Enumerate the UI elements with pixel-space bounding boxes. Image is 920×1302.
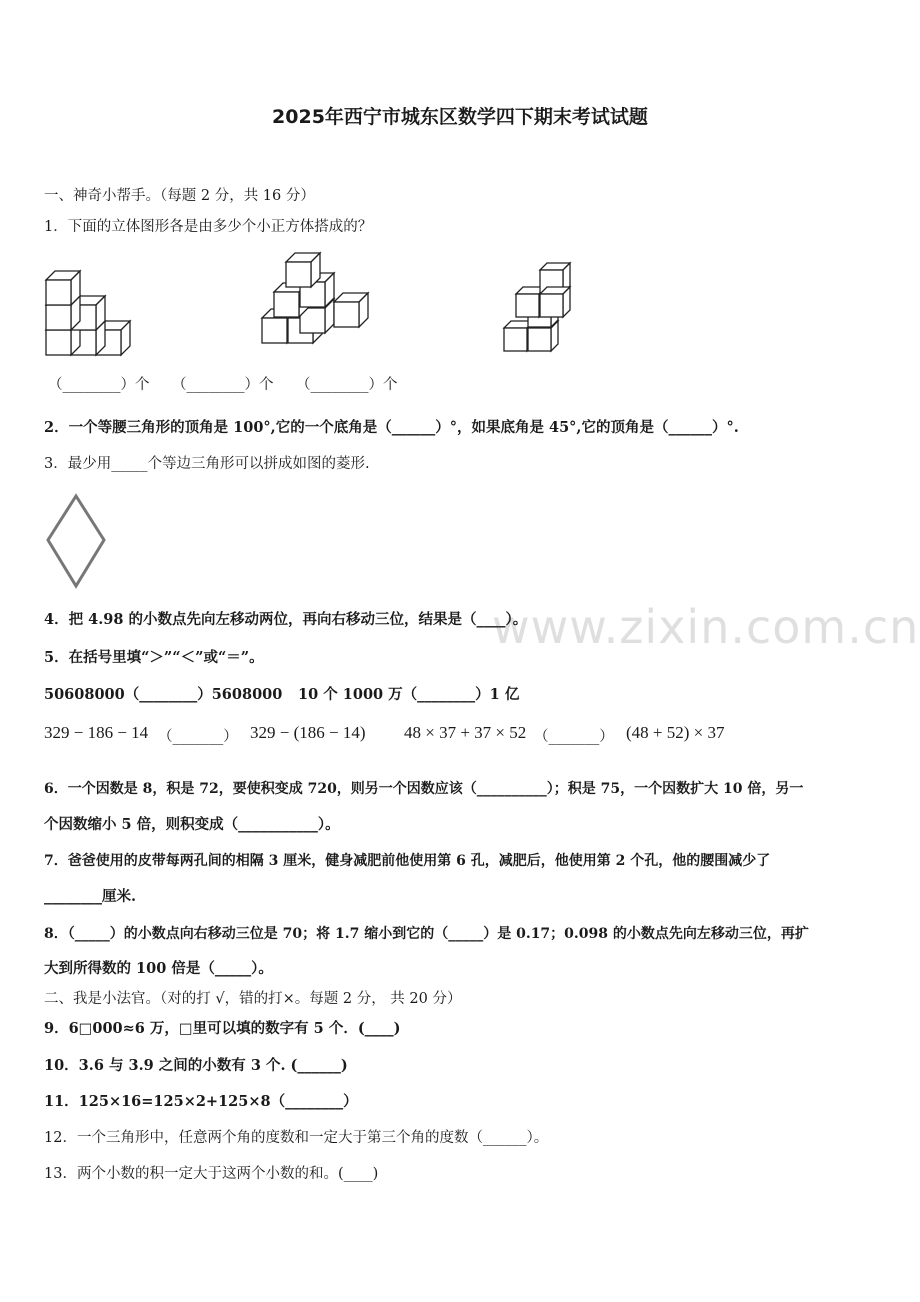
question-6-line-1: 6．一个因数是 8，积是 72，要使积变成 720，则另一个因数应该（__________）；积是 75，一个因数扩大 10 倍，另一 [44, 781, 804, 797]
question-2: 2．一个等腰三角形的顶角是 100°,它的一个底角是（______）°，如果底角是 45°,它的顶角是（______）°. [44, 419, 739, 436]
question-9: 9．6□000≈6 万，□里可以填的数字有 5 个．(____) [44, 1020, 401, 1037]
q5-compare-2: 10 个 1000 万（________）1 亿 [298, 686, 520, 703]
section-2-heading: 二、我是小法官。（对的打 √，错的打×。每题 2 分， 共 20 分） [44, 991, 462, 1007]
question-3: 3．最少用_____个等边三角形可以拼成如图的菱形. [44, 456, 370, 472]
question-5: 5．在括号里填“＞”“＜”或“＝”。 [44, 649, 264, 666]
q5-expr-b-left: 48 × 37 + 37 × 52 [404, 723, 527, 742]
q5-expr-b-right: (48 + 52) × 37 [626, 723, 725, 742]
cube-figure-a [44, 258, 148, 358]
q5-compare-1: 50608000（________）5608000 [44, 686, 283, 703]
q1-answer-c[interactable]: （________）个 [296, 377, 398, 393]
q1-answer-b[interactable]: （________）个 [172, 377, 274, 393]
question-8-line-1: 8．（_____）的小数点向右移动三位是 70；将 1.7 缩小到它的（_____）是 0.17；0.098 的小数点先向左移动三位，再扩 [44, 926, 809, 942]
question-13: 13．两个小数的积一定大于这两个小数的和。(____) [44, 1166, 379, 1182]
question-1: 1．下面的立体图形各是由多少个小正方体搭成的？ [44, 219, 373, 235]
rhombus-figure [44, 492, 108, 590]
page-title: 2025年西宁市城东区数学四下期末考试试题 [272, 106, 648, 128]
q5-expr-a-right: 329 − (186 − 14) [250, 723, 366, 742]
q5-blank-a[interactable]: （_______） [158, 729, 238, 745]
q1-answer-a[interactable]: （________）个 [48, 377, 150, 393]
question-10: 10．3.6 与 3.9 之间的小数有 3 个. (______) [44, 1057, 348, 1074]
question-7-line-2: ________厘米. [44, 888, 137, 905]
q5-blank-b[interactable]: （_______） [534, 729, 614, 745]
question-12: 12．一个三角形中，任意两个角的度数和一定大于第三个角的度数（______）。 [44, 1130, 549, 1146]
question-4: 4．把 4.98 的小数点先向左移动两位，再向右移动三位，结果是（____）。 [44, 611, 528, 628]
question-7-line-1: 7．爸爸使用的皮带每两孔间的相隔 3 厘米，健身减肥前他使用第 6 孔，减肥后，他使用第 2 个孔，他的腰围减少了 [44, 853, 771, 869]
cube-figure-c [502, 258, 582, 358]
cube-figure-b [260, 250, 376, 350]
question-11: 11．125×16=125×2+125×8（________） [44, 1093, 358, 1110]
question-6-line-2: 个因数缩小 5 倍，则积变成（___________）。 [44, 816, 340, 833]
q5-expr-a-left: 329 − 186 − 14 [44, 723, 149, 742]
watermark: www.zixin.com.cn [492, 600, 920, 654]
section-1-heading: 一、神奇小帮手。（每题 2 分，共 16 分） [44, 188, 315, 204]
question-8-line-2: 大到所得数的 100 倍是（_____）。 [44, 960, 273, 977]
